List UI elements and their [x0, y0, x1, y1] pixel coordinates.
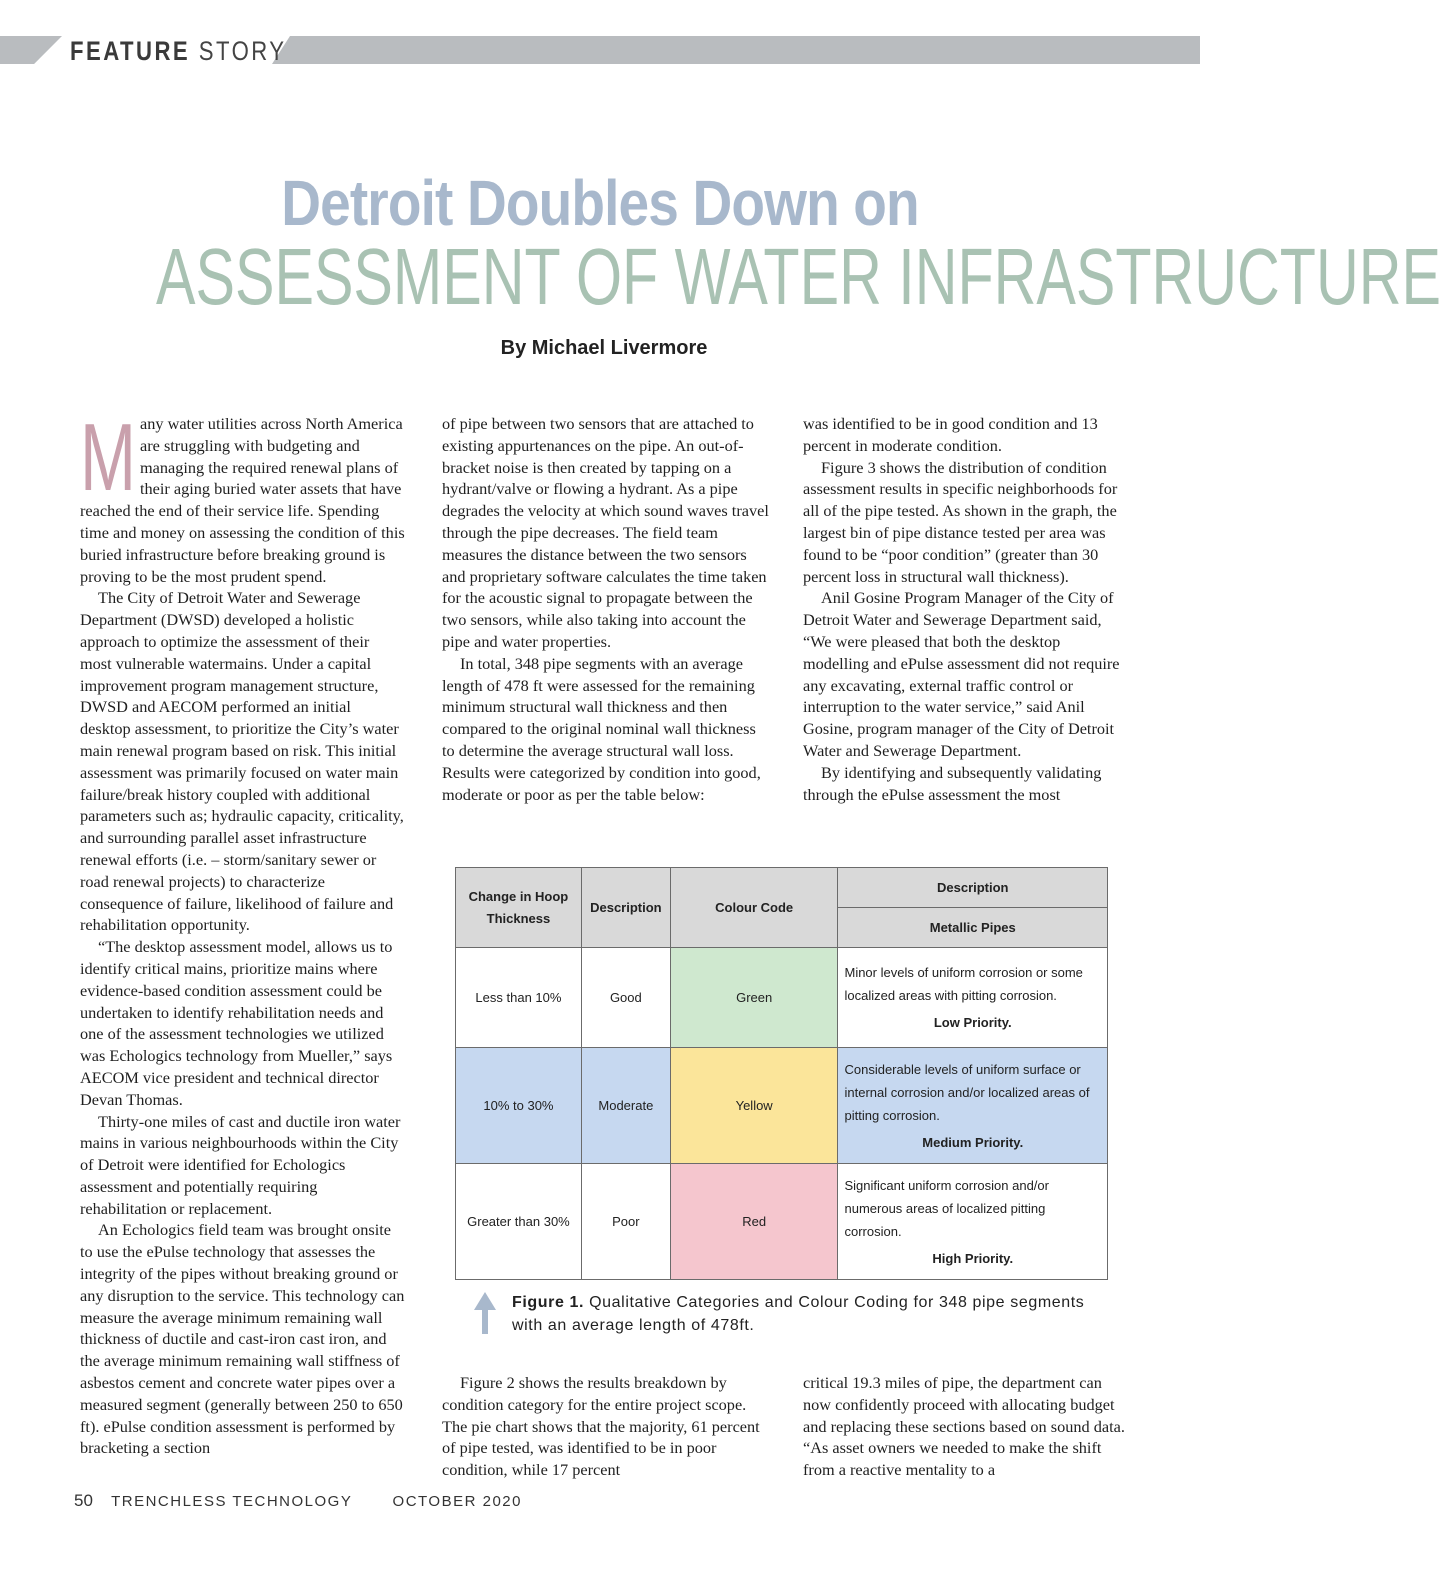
arrow-up-icon	[474, 1292, 496, 1334]
table-row	[456, 948, 1108, 1048]
header-description: Description	[581, 868, 670, 948]
byline: By Michael Livermore	[500, 337, 708, 359]
section-label-bold: FEATURE	[70, 36, 191, 66]
section-label	[70, 36, 287, 64]
issue-date: OCTOBER 2020	[392, 1493, 522, 1510]
header-metallic-pipes: Metallic Pipes	[838, 908, 1108, 948]
drop-cap: M	[80, 404, 136, 511]
paragraph: critical 19.3 miles of pipe, the department can now confidently proceed with allocating budget and replacing these sections based on sound data. “As asset owners we needed to make the shift from a reactive mentality to a	[803, 1373, 1125, 1480]
paragraph: Figure 2 shows the results breakdown by condition category for the entire project scope. The pie chart shows that the majority, 61 percent of pipe tested, was identified to be in poor condition, while 17 percent	[442, 1373, 760, 1480]
publication-name: TRENCHLESS TECHNOLOGY	[111, 1493, 353, 1510]
column-1	[80, 404, 405, 1459]
paragraph: By identifying and subsequently validating through the ePulse assessment the most	[803, 762, 1102, 804]
cell-description: Moderate	[581, 1048, 670, 1164]
header-description-group: Description	[838, 868, 1108, 908]
paragraph: Anil Gosine Program Manager of the City of Detroit Water and Sewerage Department said, “We were pleased that both the desktop modelling and ePulse assessment did not require any excavating, external traffic control or interruption to the water service,” said Anil Gosine, program manager of the City of Detroit Water and Sewerage Department.	[803, 588, 1120, 760]
paragraph: In total, 348 pipe segments with an average length of 478 ft were assessed for the remaining minimum structural wall thickness and then compared to the original nominal wall thickness to determine the average structural wall loss. Results were categorized by condition into good, moderate or poor as per the table below:	[442, 653, 761, 804]
cell-colour-code: Green	[670, 948, 838, 1048]
priority-label: Medium Priority.	[922, 1134, 1024, 1150]
paragraph: Figure 3 shows the distribution of condition assessment results in specific neighborhoods for all of the pipe tested. As shown in the graph, the largest bin of pipe distance tested per area was found to be “poor condition” (greater than 30 percent loss in structural wall thickness).	[803, 457, 1118, 586]
cell-detail	[838, 948, 1108, 1048]
column-3-lower	[803, 1372, 1129, 1481]
paragraph: The City of Detroit Water and Sewerage Department (DWSD) developed a holistic approach to optimize the assessment of their most vulnerable watermains. Under a capital improvement program management structure, DWSD and AECOM performed an initial desktop assessment, to prioritize the City’s water main renewal program based on risk. This initial assessment was primarily focused on water main failure/break history coupled with additional parameters such as; hydraulic capacity, criticality, and surrounding parallel asset infrastructure renewal efforts (i.e. – storm/sanitary sewer or road renewal projects) to characterize consequence of failure, likelihood of failure and rehabilitation opportunity.	[80, 588, 404, 935]
cell-detail	[838, 1164, 1108, 1280]
section-label-light: STORY	[198, 36, 287, 66]
paragraph: Thirty-one miles of cast and ductile iron water mains in various neighbourhoods within the City of Detroit were identified for Echologics assessment and potentially requiring rehabilitation or replacement.	[80, 1111, 401, 1218]
cell-colour-code: Yellow	[670, 1048, 838, 1164]
condition-table	[455, 867, 1108, 1280]
paragraph: “The desktop assessment model, allows us to identify critical mains, prioritize mains where evidence-based condition assessment could be undertaken to identify rehabilitation needs and one of the assessment technologies we utilized was Echologics technology from Mueller,” says AECOM vice president and technical director Devan Thomas.	[80, 937, 393, 1109]
header-colour-code: Colour Code	[670, 868, 838, 948]
column-2	[442, 413, 772, 805]
band-left-shape	[0, 36, 62, 64]
column-2-lower	[442, 1372, 772, 1481]
priority-label: Low Priority.	[933, 1015, 1012, 1030]
cell-change: 10% to 30%	[456, 1048, 582, 1164]
figure-label: Figure 1.	[512, 1294, 585, 1311]
figure-caption-text: Qualitative Categories and Colour Coding for 348 pipe segments with an average length of 478ft.	[512, 1294, 1085, 1334]
article-title-line2: ASSESSMENT OF WATER INFRASTRUCTURE	[156, 232, 1441, 321]
cell-colour-code: Red	[670, 1164, 838, 1280]
paragraph: An Echologics field team was brought onsite to use the ePulse technology that assesses the integrity of the pipes without breaking ground or any disruption to the service. This technology can measure the average minimum remaining wall thickness of ductile and cast-iron cast iron, and the average minimum remaining wall stiffness of asbestos cement and concrete water pipes over a measured segment (generally between 250 to 650 ft). ePulse condition assessment is performed by bracketing a section	[80, 1220, 405, 1458]
paragraph	[80, 404, 405, 587]
cell-detail	[838, 1048, 1108, 1164]
table-row	[456, 1164, 1108, 1280]
table-row	[456, 1048, 1108, 1164]
detail-text: Minor levels of uniform corrosion or some localized areas with pitting corrosion.	[844, 965, 1083, 1003]
section-header-band	[0, 36, 1200, 64]
paragraph: of pipe between two sensors that are attached to existing appurtenances on the pipe. An out-of-bracket noise is then created by tapping on a hydrant/valve or flowing a hydrant. As a pipe degrades the velocity at which sound waves travel through the pipe decreases. The field team measures the distance between the two sensors and proprietary software calculates the time taken for the acoustic signal to propagate between the two sensors, while also taking into account the pipe and water properties.	[442, 414, 769, 651]
article-title-line1: Detroit Doubles Down on	[281, 167, 919, 239]
figure-caption	[512, 1291, 1092, 1337]
cell-description: Poor	[581, 1164, 670, 1280]
page-number: 50	[74, 1491, 93, 1510]
column-3	[803, 413, 1129, 805]
paragraph: was identified to be in good condition and 13 percent in moderate condition.	[803, 414, 1098, 455]
header-change-in-hoop-thickness: Change in Hoop Thickness	[456, 868, 582, 948]
detail-text: Significant uniform corrosion and/or numerous areas of localized pitting corrosion.	[844, 1177, 1049, 1239]
page-footer	[74, 1491, 522, 1511]
priority-label: High Priority.	[932, 1250, 1014, 1266]
band-right-shape	[272, 36, 1200, 64]
cell-change: Less than 10%	[456, 948, 582, 1048]
detail-text: Considerable levels of uniform surface or internal corrosion and/or localized areas of pitting corrosion.	[844, 1061, 1090, 1123]
cell-description: Good	[581, 948, 670, 1048]
paragraph-text: any water utilities across North America are struggling with budgeting and managing the required renewal plans of their aging buried water assets that have reached the end of their service life. Spending time and money on assessing the condition of this buried infrastructure before breaking ground is proving to be the most prudent spend.	[80, 414, 405, 586]
cell-change: Greater than 30%	[456, 1164, 582, 1280]
